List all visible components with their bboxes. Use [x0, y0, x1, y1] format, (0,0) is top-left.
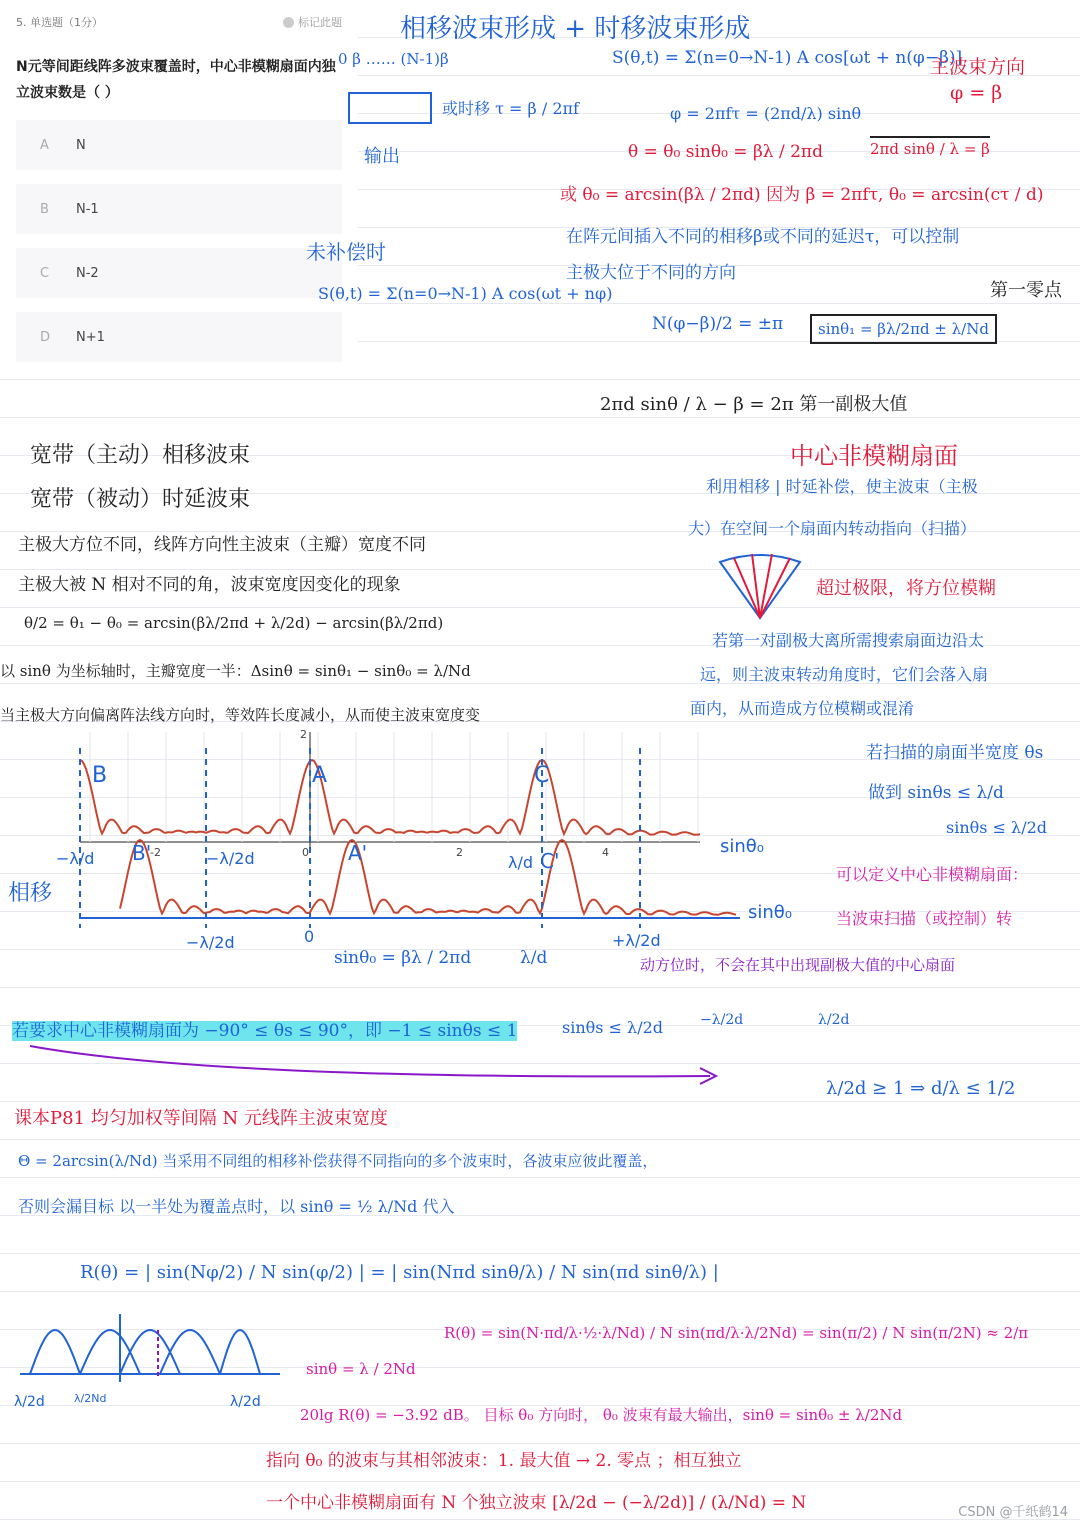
note-line: 宽带（主动）相移波束 [30, 443, 251, 468]
tick-label: 0 [302, 846, 309, 859]
note-line: 远，则主波束转动角度时，它们会落入扇 [700, 665, 989, 684]
note-line: 若第一对副极大离所需搜索扇面边沿太 [712, 631, 985, 650]
note-line: 当主极大方向偏离阵法线方向时，等效阵长度减小，从而使主波束宽度变 [0, 706, 481, 724]
question-text: N元等间距线阵多波束覆盖时，中心非模糊扇面内独立波束数是（ ） [16, 59, 336, 101]
peak-label: B' [132, 841, 152, 865]
plot-mark: λ/2Nd [74, 1392, 107, 1405]
range-right: λ/2d [818, 1012, 850, 1028]
note-line: θ/2 = θ₁ − θ₀ = arcsin(βλ/2πd + λ/2d) − arcsin(βλ/2πd) [24, 614, 444, 632]
option-letter: B [40, 201, 49, 217]
option-text: N-1 [76, 201, 99, 217]
note-line: 以 sinθ 为坐标轴时，主瓣宽度一半：Δsinθ = sinθ₁ − sinθ₀ = λ/Nd [0, 662, 471, 680]
plot-mark: λ/2d [230, 1394, 261, 1410]
note-line: φ = 2πfτ = (2πd/λ) sinθ [670, 104, 862, 123]
note-line: 做到 sinθs ≤ λ/d [868, 783, 1004, 803]
note-line: Θ = 2arcsin(λ/Nd) 当采用不同组的相移补偿获得不同指向的多个波束时，各波束应彼此覆盖， [18, 1152, 658, 1170]
note-line: 否则会漏目标 以一半处为覆盖点时，以 sinθ = ½ λ/Nd 代入 [18, 1197, 455, 1216]
note-line: sinθ = λ / 2Nd [306, 1360, 416, 1378]
beam-pattern-graph [0, 728, 800, 960]
note-line: 若扫描的扇面半宽度 θs [866, 743, 1044, 763]
option-c[interactable] [16, 248, 342, 298]
note-line: sinθ₀ = βλ / 2πd [334, 948, 472, 968]
note-line: 当波束扫描（或控制）转 [836, 909, 1013, 928]
note-line: φ = β [950, 82, 1003, 104]
option-letter: C [40, 265, 50, 281]
note-line: 超过极限，将方位模糊 [816, 578, 996, 599]
flag-label: 标记此题 [298, 16, 342, 29]
note-line: 20lg R(θ) = −3.92 dB。 目标 θ₀ 方向时， θ₀ 波束有最大输出，sinθ = sinθ₀ ± λ/2Nd [300, 1406, 903, 1424]
mark-label: λ/d [508, 853, 534, 872]
peak-label: A' [348, 841, 368, 865]
note-line: 指向 θ₀ 的波束与其相邻波束：1. 最大值 → 2. 零点 ；相互独立 [266, 1451, 742, 1471]
peak-label: B [92, 763, 108, 788]
note-line: 大）在空间一个扇面内转动指向（扫描） [688, 519, 977, 538]
note-line: 2πd sinθ / λ − β = 2π 第一副极大值 [600, 394, 908, 415]
pin-icon [283, 17, 294, 28]
mark-label: −λ/2d [186, 933, 235, 952]
note-line: 宽带（被动）时延波束 [30, 487, 251, 512]
notes-title: 相移波束形成 + 时移波束形成 [400, 14, 751, 44]
note-line: 第一零点 [990, 280, 1062, 301]
option-letter: D [40, 329, 51, 345]
note-line: S(θ,t) = Σ(n=0→N-1) A cos(ωt + nφ) [318, 284, 613, 303]
note-line: 主极大位于不同的方向 [566, 263, 736, 283]
plot-mark: λ/2d [14, 1394, 45, 1410]
note-line: 在阵元间插入不同的相移β或不同的延迟τ，可以控制 [566, 227, 960, 247]
mark-label: −λ/d [56, 849, 95, 868]
note-line: R(θ) = | sin(Nφ/2) / N sin(φ/2) | = | sin(Nπd sinθ/λ) / N sin(πd sinθ/λ) | [80, 1262, 719, 1283]
mark-label: +λ/2d [612, 931, 661, 950]
mark-label: λ/d [520, 948, 548, 968]
peak-label: C' [540, 849, 560, 873]
note-line: 0 β …… (N-1)β [338, 50, 449, 68]
note-line: 2πd sinθ / λ = β [870, 136, 990, 158]
option-a[interactable] [16, 120, 342, 170]
note-line: 中心非模糊扇面 [790, 442, 958, 470]
note-line: 面内，从而造成方位模糊或混淆 [690, 699, 915, 718]
note-line: 主极大方位不同，线阵方向性主波束（主瓣）宽度不同 [18, 535, 426, 555]
option-text: N [76, 137, 86, 153]
tick-label: -2 [150, 846, 161, 859]
mark-label: 0 [304, 927, 315, 946]
question-number: 5. 单选题（1分） [16, 16, 103, 29]
note-line: 未补偿时 [306, 240, 386, 264]
flag-question-button[interactable] [283, 14, 342, 30]
peak-label: C [534, 763, 550, 788]
quiz-panel [0, 0, 358, 372]
note-line: sinθs ≤ λ/2d [562, 1018, 664, 1037]
arrow-connector [20, 1040, 740, 1090]
note-line: 动方位时，不会在其中出现副极大值的中心扇面 [640, 956, 956, 974]
tick-label: 4 [602, 846, 609, 859]
option-text: N-2 [76, 265, 99, 281]
note-line: sinθs ≤ λ/2d [946, 818, 1048, 837]
note-line: 主极大被 N 相对不同的角，波束宽度因变化的现象 [18, 575, 401, 595]
mark-label: −λ/2d [206, 849, 255, 868]
note-line: R(θ) = sin(N·πd/λ·½·λ/Nd) / N sin(πd/λ·λ/2Nd) = sin(π/2) / N sin(π/2N) ≈ 2/π [444, 1324, 1029, 1342]
option-d[interactable] [16, 312, 342, 362]
tick-label: 2 [456, 846, 463, 859]
note-line: N(φ−β)/2 = ±π [652, 314, 784, 334]
array-diagram [348, 92, 432, 124]
note-line: 主波束方向 [930, 56, 1026, 78]
note-line: 一个中心非模糊扇面有 N 个独立波束 [λ/2d − (−λ/2d)] / (λ/Nd) = N [266, 1493, 807, 1513]
note-line: 利用相移 | 时延补偿，使主波束（主极 [706, 477, 978, 496]
tick-label: 2 [300, 728, 307, 741]
option-text: N+1 [76, 329, 105, 345]
axis-label: sinθ₀ [720, 836, 765, 857]
note-line [12, 1016, 517, 1041]
fan-diagram [714, 548, 806, 622]
option-b[interactable] [16, 184, 342, 234]
side-label: 相移 [8, 881, 53, 906]
note-line: S(θ,t) = Σ(n=0→N-1) A cos[ωt + n(φ−β)] [612, 48, 963, 68]
note-line: 或时移 τ = β / 2πf [442, 99, 579, 118]
option-letter: A [40, 137, 49, 153]
watermark: CSDN @千纸鹤14 [958, 1505, 1068, 1520]
overlap-beam-plot [10, 1310, 290, 1420]
note-line: 课本P81 均匀加权等间隔 N 元线阵主波束宽度 [14, 1108, 388, 1129]
highlighted-requirement: 若要求中心非模糊扇面为 −90° ≤ θs ≤ 90°，即 −1 ≤ sinθs ≤ 1 [12, 1021, 518, 1041]
note-line: sinθ₁ = βλ/2πd ± λ/Nd [810, 314, 997, 344]
quiz-header [16, 14, 342, 30]
range-left: −λ/2d [700, 1012, 744, 1028]
note-line: 或 θ₀ = arcsin(βλ / 2πd) 因为 β = 2πfτ, θ₀ = arcsin(cτ / d) [560, 185, 1044, 205]
note-line: λ/2d ≥ 1 ⇒ d/λ ≤ 1/2 [826, 1078, 1016, 1099]
axis-label: sinθ₀ [748, 902, 793, 923]
note-line: 可以定义中心非模糊扇面： [836, 865, 1029, 884]
note-line: θ = θ₀ sinθ₀ = βλ / 2πd [628, 142, 823, 162]
note-line: 输出 [364, 146, 400, 167]
peak-label: A [312, 763, 328, 788]
